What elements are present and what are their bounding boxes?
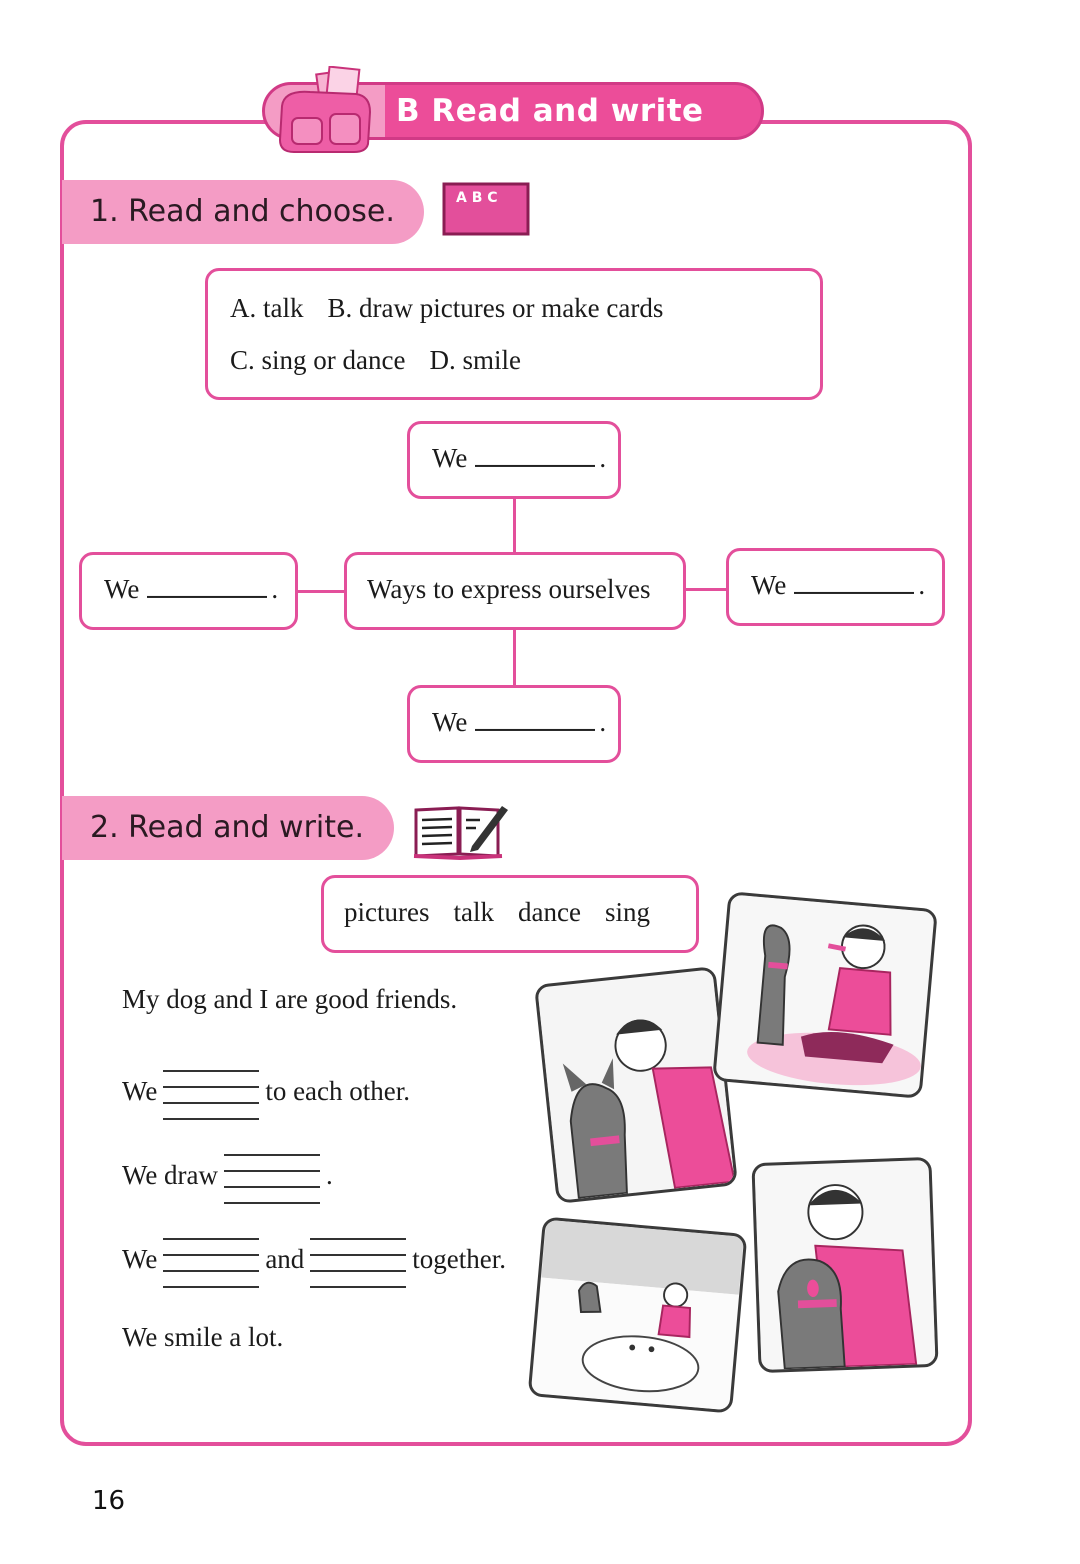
- word-bank-item: dance: [517, 896, 581, 927]
- node-period: .: [599, 706, 607, 737]
- mindmap-node-top: [407, 421, 621, 499]
- sentence-4-mid: and: [265, 1244, 305, 1275]
- illustration-boy-singing-dog-dancing: [712, 891, 938, 1099]
- node-prefix: We: [432, 442, 468, 473]
- open-book-pencil-icon: [410, 798, 512, 860]
- section-title: B Read and write: [396, 93, 704, 129]
- answer-blank-bottom[interactable]: [475, 713, 595, 731]
- snow-scene-drawing: [531, 1220, 744, 1411]
- word-bank-box: [321, 875, 699, 953]
- mindmap-center: [344, 552, 686, 630]
- writing-lines-3[interactable]: [163, 1236, 259, 1288]
- connector-left: [298, 590, 344, 593]
- node-period: .: [599, 442, 607, 473]
- sentence-3-post: .: [326, 1160, 333, 1191]
- sentence-5: We smile a lot.: [122, 1322, 284, 1352]
- page-number: 16: [92, 1486, 126, 1516]
- node-prefix: We: [751, 569, 787, 600]
- sentence-2: [122, 1068, 410, 1120]
- mindmap-node-bottom: [407, 685, 621, 763]
- boy-hug-dog-drawing: [754, 1160, 935, 1370]
- writing-lines-2[interactable]: [224, 1152, 320, 1204]
- connector-bottom: [513, 630, 516, 685]
- word-bank: [344, 897, 674, 928]
- option-b: B. draw pictures or make cards: [327, 293, 664, 323]
- connector-right: [686, 588, 726, 591]
- writing-lines-4[interactable]: [310, 1236, 406, 1288]
- word-bank-item: pictures: [344, 896, 430, 927]
- sentence-2-pre: We: [122, 1076, 158, 1107]
- sentence-3: [122, 1152, 333, 1204]
- boy-dog-talk-drawing: [537, 969, 734, 1200]
- illustration-boy-hugging-dog: [751, 1157, 938, 1373]
- abc-board-icon: [440, 180, 532, 238]
- options-box: [205, 268, 823, 400]
- writing-lines-1[interactable]: [163, 1068, 259, 1120]
- node-period: .: [918, 569, 926, 600]
- illustration-snow-scene: [528, 1216, 748, 1413]
- mindmap-node-left: [79, 552, 298, 630]
- sentence-4-pre: We: [122, 1244, 158, 1275]
- exercise2-title: 2. Read and write.: [62, 796, 394, 860]
- sentence-1: My dog and I are good friends.: [122, 984, 458, 1014]
- option-a: A. talk: [230, 293, 304, 323]
- word-bank-item: sing: [604, 896, 650, 927]
- illustration-boy-talking-to-dog: [534, 966, 738, 1204]
- mindmap-node-right: [726, 548, 945, 626]
- exercise1-title: 1. Read and choose.: [62, 180, 424, 244]
- connector-top: [513, 499, 516, 552]
- boy-sing-dog-dance-drawing: [715, 894, 934, 1095]
- sentence-4: [122, 1236, 506, 1288]
- answer-blank-right[interactable]: [794, 576, 914, 594]
- abc-board-label: A B C: [456, 190, 498, 206]
- sentence-3-pre: We draw: [122, 1160, 219, 1191]
- node-prefix: We: [432, 706, 468, 737]
- node-period: .: [271, 573, 279, 604]
- options-row-2: [230, 345, 545, 376]
- word-bank-item: talk: [453, 896, 494, 927]
- option-d: D. smile: [429, 345, 521, 375]
- options-row-1: [230, 293, 687, 324]
- sentence-2-post: to each other.: [265, 1076, 411, 1107]
- sentence-4-post: together.: [412, 1244, 507, 1275]
- option-c: C. sing or dance: [230, 345, 406, 375]
- mindmap-center-label: Ways to express ourselves: [367, 573, 651, 604]
- answer-blank-top[interactable]: [475, 449, 595, 467]
- answer-blank-left[interactable]: [147, 580, 267, 598]
- schoolbag-icon: [270, 66, 380, 154]
- node-prefix: We: [104, 573, 140, 604]
